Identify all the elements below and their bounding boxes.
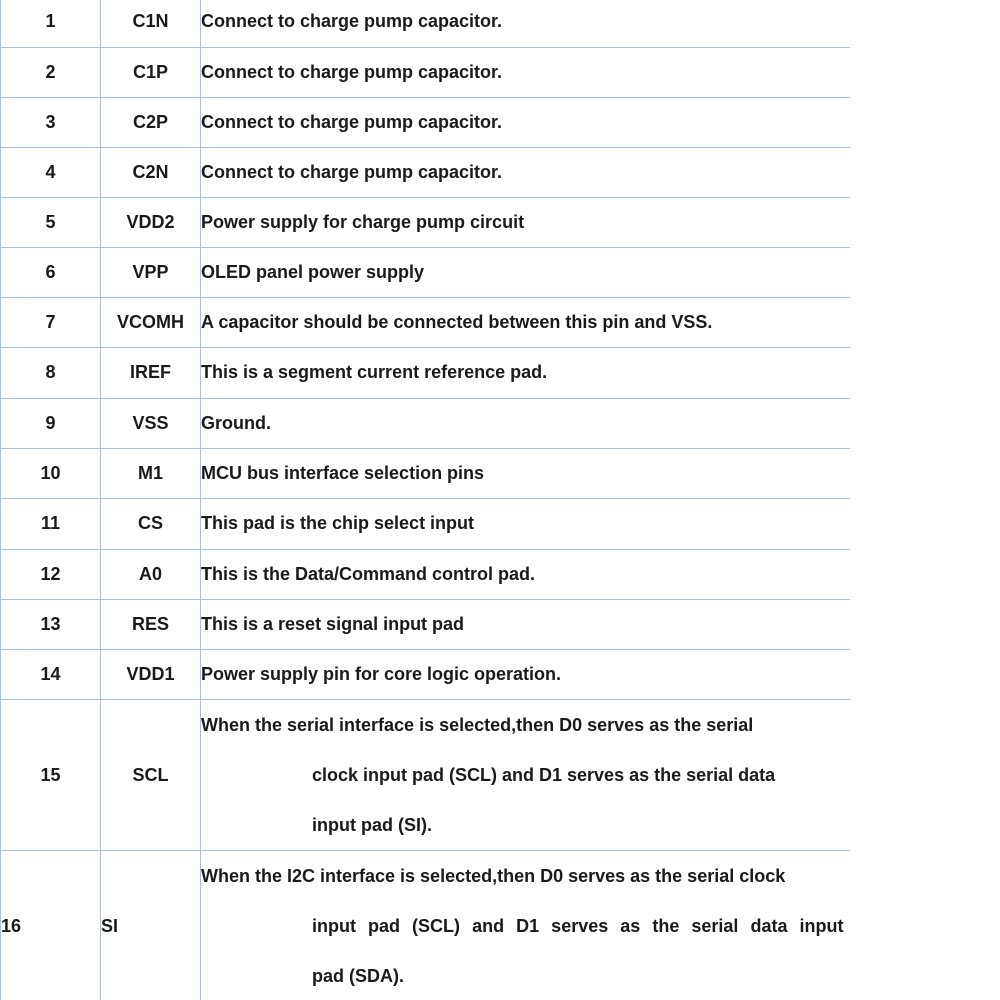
pin-symbol: C1N — [101, 0, 201, 47]
pin-description: OLED panel power supply — [201, 247, 850, 297]
table-row — [1, 147, 850, 197]
table-row — [1, 498, 850, 549]
table-row — [1, 47, 850, 97]
pin-description: Power supply for charge pump circuit — [201, 197, 850, 247]
pin-number — [1, 699, 101, 850]
pin-number: 6 — [1, 247, 101, 297]
pin-symbol: RES — [101, 599, 201, 649]
pin-number: 7 — [1, 297, 101, 347]
pin-symbol — [101, 850, 201, 1000]
pin-description: This pad is the chip select input — [201, 498, 850, 549]
pin-symbol: A0 — [101, 549, 201, 599]
table-row — [1, 197, 850, 247]
pin-number: 14 — [1, 649, 101, 699]
table-row — [1, 850, 850, 1000]
pin-number: 12 — [1, 549, 101, 599]
description-line: When the I2C interface is selected,then D0 serves as the serial clock — [201, 865, 786, 886]
pin-symbol: VPP — [101, 247, 201, 297]
pin-description — [201, 699, 850, 850]
description-line: clock input pad (SCL) and D1 serves as the serial data — [312, 764, 776, 785]
pin-number: 11 — [1, 498, 101, 549]
pin-description: Connect to charge pump capacitor. — [201, 0, 850, 47]
pin-description: This is a reset signal input pad — [201, 599, 850, 649]
table-row — [1, 0, 850, 47]
pin-description: Ground. — [201, 398, 850, 448]
pin-description: MCU bus interface selection pins — [201, 448, 850, 498]
pin-number: 5 — [1, 197, 101, 247]
pin-symbol-text: SCL — [132, 764, 169, 785]
pin-number: 10 — [1, 448, 101, 498]
pin-symbol — [101, 699, 201, 850]
pin-symbol: C2P — [101, 97, 201, 147]
table-row — [1, 599, 850, 649]
pin-description: This is a segment current reference pad. — [201, 347, 850, 398]
pin-description: Connect to charge pump capacitor. — [201, 147, 850, 197]
pin-description: This is the Data/Command control pad. — [201, 549, 850, 599]
table-row — [1, 448, 850, 498]
table-row — [1, 297, 850, 347]
description-line: When the serial interface is selected,then D0 serves as the serial — [201, 714, 754, 735]
pin-description: A capacitor should be connected between this pin and VSS. — [201, 297, 850, 347]
pin-symbol: M1 — [101, 448, 201, 498]
pin-description: Connect to charge pump capacitor. — [201, 97, 850, 147]
table-row — [1, 699, 850, 850]
pin-number: 13 — [1, 599, 101, 649]
pin-number: 8 — [1, 347, 101, 398]
pin-symbol: VDD1 — [101, 649, 201, 699]
description-line: input pad (SCL) and D1 serves as the serial data input — [312, 915, 844, 936]
pin-description: Connect to charge pump capacitor. — [201, 47, 850, 97]
pin-number-text: 16 — [1, 915, 22, 936]
description-paragraph — [201, 700, 850, 850]
pin-number — [1, 850, 101, 1000]
table-row — [1, 247, 850, 297]
pin-description: Power supply pin for core logic operation. — [201, 649, 850, 699]
pin-symbol: VSS — [101, 398, 201, 448]
table-row — [1, 347, 850, 398]
pin-symbol: C1P — [101, 47, 201, 97]
pin-number: 1 — [1, 0, 101, 47]
table-row — [1, 97, 850, 147]
pin-symbol: VCOMH — [101, 297, 201, 347]
pin-symbol: IREF — [101, 347, 201, 398]
description-line: pad (SDA). — [312, 965, 404, 986]
pin-number: 4 — [1, 147, 101, 197]
description-line: input pad (SI). — [312, 814, 432, 835]
pin-number: 9 — [1, 398, 101, 448]
table-row — [1, 398, 850, 448]
pin-symbol-text: SI — [101, 915, 119, 936]
pin-symbol: VDD2 — [101, 197, 201, 247]
pin-description — [201, 850, 850, 1000]
table-row — [1, 549, 850, 599]
pin-number-text: 15 — [40, 764, 61, 785]
pin-number: 3 — [1, 97, 101, 147]
table-row — [1, 649, 850, 699]
pin-symbol: C2N — [101, 147, 201, 197]
description-paragraph — [201, 851, 850, 1000]
pin-number: 2 — [1, 47, 101, 97]
pin-symbol: CS — [101, 498, 201, 549]
